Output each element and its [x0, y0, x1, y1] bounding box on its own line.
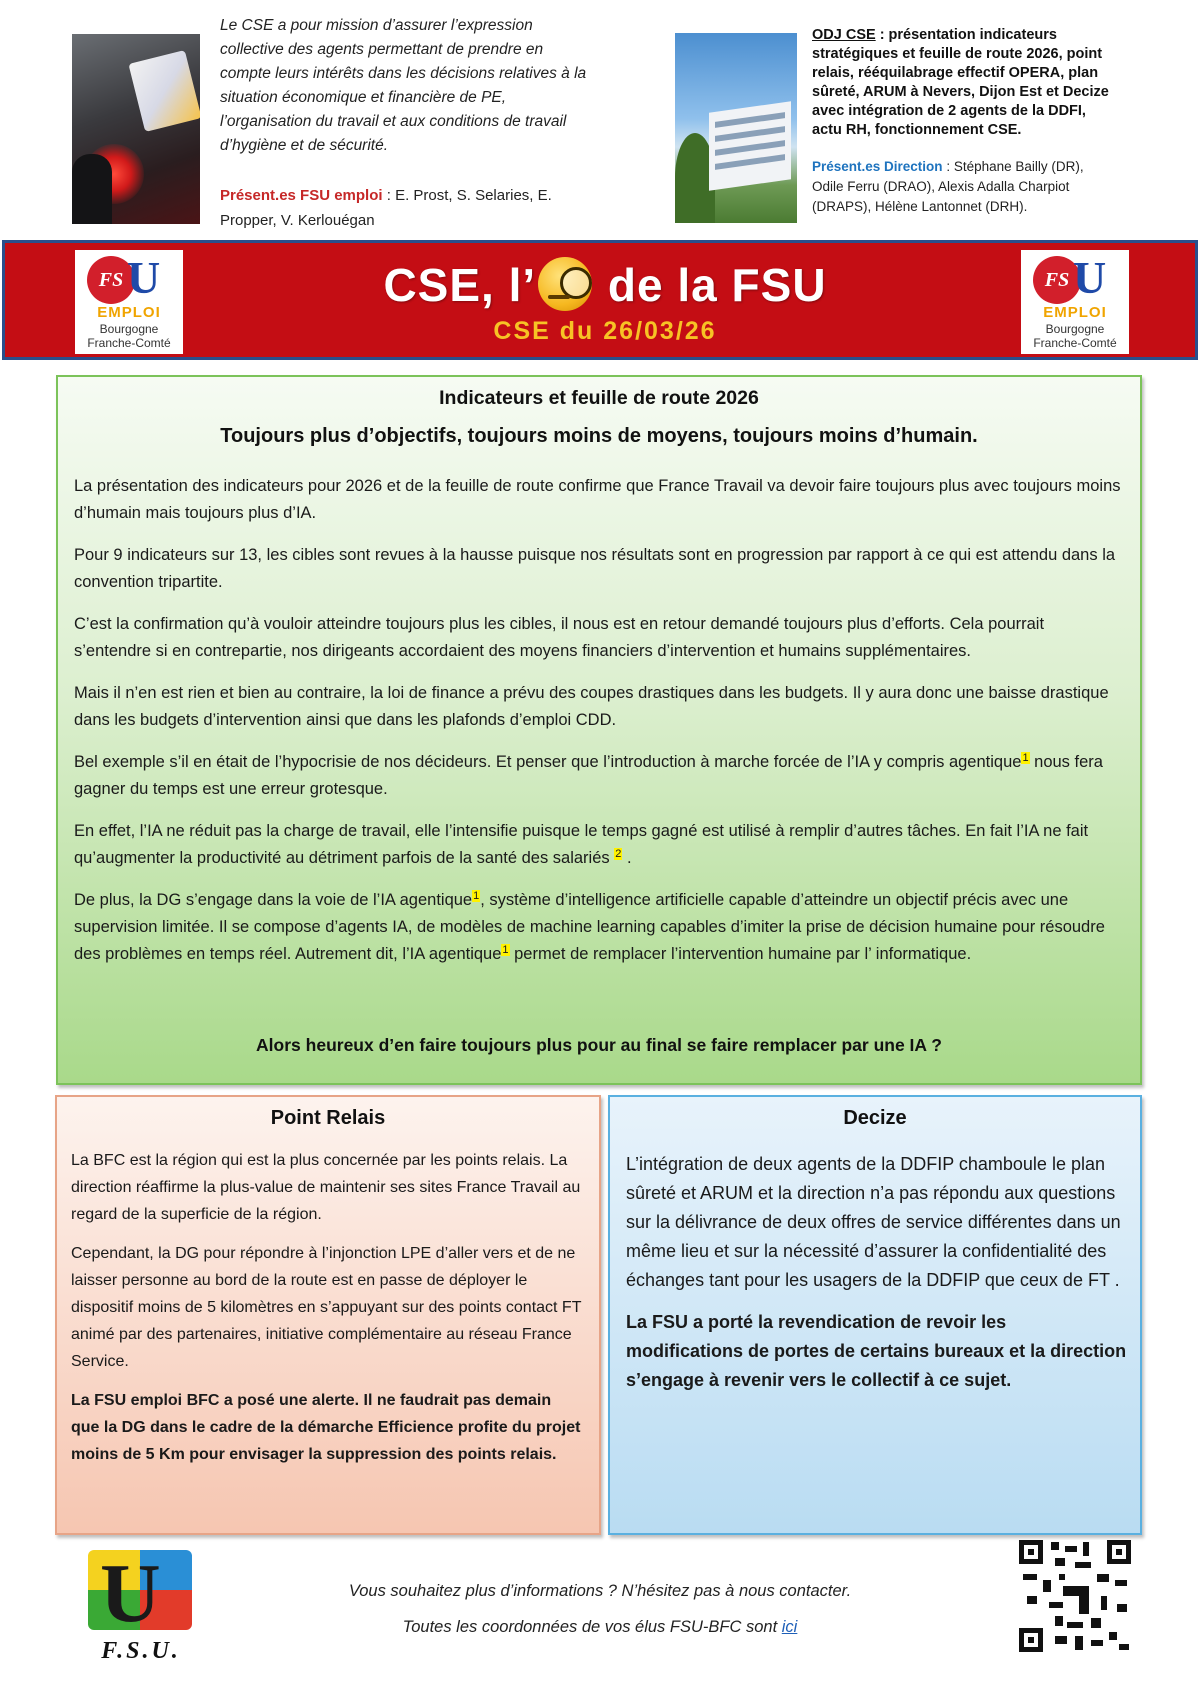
indicators-conclusion: Alors heureux d’en faire toujours plus pour au final se faire remplacer par une IA ?	[256, 1035, 942, 1055]
person-silhouette	[72, 154, 112, 224]
indicators-paragraph-6	[74, 818, 1124, 872]
decize-section	[608, 1095, 1142, 1535]
qr-finder	[1107, 1540, 1131, 1564]
banner-title-start: CSE, l’	[383, 259, 537, 311]
paragraph-7-text-b: , système d’intelligence artificielle capable d’atteindre un objectif précis avec une supervision limitée. Il se compose d’agents IA, de modèles de machine learning capables d’imiter la prise de décision humaine pour résoudre des problèmes en temps réel. Autrement dit, l’IA agentique	[74, 891, 1105, 963]
present-direction-line	[812, 157, 1112, 217]
title-banner	[2, 240, 1198, 360]
point-relais-title: Point Relais	[270, 1107, 386, 1129]
indicators-title: Indicateurs et feuille de route 2026	[439, 387, 759, 409]
fsu-logo	[82, 1547, 200, 1670]
present-fsu-names: : E. Prost, S. Selaries, E. Propper, V. Kerlouégan	[220, 187, 552, 229]
indicators-section	[56, 375, 1142, 1085]
indicators-subtitle: Toujours plus d’objectifs, toujours moins de moyens, toujours moins d’humain.	[220, 425, 978, 447]
logo-region-line-1: Bourgogne	[99, 322, 159, 336]
flag-shape	[128, 50, 200, 132]
banner-subtitle: CSE du 26/03/26	[493, 317, 717, 345]
point-relais-body	[71, 1147, 583, 1480]
indicators-paragraph-7	[74, 887, 1124, 968]
monocle-emoji-icon	[538, 257, 592, 311]
paragraph-5-text-a: Bel exemple s’il en était de l’hypocrisie de nos décideurs. Et penser que l’introduction à marche forcée de l’IA y compris agentique	[74, 753, 1022, 771]
footnote-ref-2[interactable]: 2	[615, 847, 622, 860]
protest-photo	[72, 34, 200, 224]
paragraph-5-text-b: nous fera gagner du temps est une erreur grotesque.	[74, 753, 1103, 798]
logo-emploi-text: EMPLOI	[1043, 304, 1107, 321]
odj-label: ODJ CSE	[812, 27, 876, 43]
paragraph-6-text-b: .	[622, 849, 632, 867]
fsu-emploi-logo-left	[75, 250, 183, 354]
decize-paragraph-1: L’intégration de deux agents de la DDFIP chamboule le plan sûreté et ARUM et la direction n’a pas répondu aux questions sur la délivrance de deux offres de service différentes dans un même lieu et sur la nécessité d’assurer la confidentialité des échanges tant pour les usagers de la DDFIP que ceux de FT .	[626, 1154, 1121, 1290]
point-relais-paragraph-2: Cependant, la DG pour répondre à l’injonction LPE d’aller vers et de ne laisser personne au bord de la route est en passe de déployer le dispositif moins de 5 kilomètres en s’appuyant sur des points contact FT animé par des partenaires, initiative complémentaire au réseau France Service.	[71, 1245, 582, 1370]
paragraph-7-text-c: permet de remplacer l’intervention humaine par l’ informatique.	[509, 945, 972, 963]
fsu-logo-mark	[1033, 252, 1119, 304]
point-relais-paragraph-1: La BFC est la région qui est la plus concernée par les points relais. La direction réaffirme la plus-value de maintenir ses sites France Travail au regard de la superficie de la région.	[71, 1152, 581, 1223]
logo-region-line-2: Franche-Comté	[1033, 336, 1117, 350]
indicators-paragraph-3: C’est la confirmation qu’à vouloir atteindre toujours plus les cibles, il nous est en retour demandé toujours plus d’efforts. Cela pourrait s’entendre si en contrepartie, nos dirigeants accordaient des moyens financiers d’intervention et humains supplémentaires.	[74, 615, 1045, 660]
footer-coordinates-link[interactable]: ici	[781, 1618, 798, 1636]
present-fsu-label: Présent.es FSU emploi	[220, 187, 383, 204]
fsu-logo-text: F.S.U.	[101, 1638, 181, 1664]
footer-contact-line: Vous souhaitez plus d’informations ? N’hésitez pas à nous contacter.	[348, 1582, 852, 1600]
banner-title	[305, 257, 905, 313]
indicators-paragraph-2: Pour 9 indicateurs sur 13, les cibles sont revues à la hausse puisque nos résultats sont en progression par rapport à ce qui est attendu dans la convention tripartite.	[74, 546, 1116, 591]
decize-demand: La FSU a porté la revendication de revoir les modifications de portes de certains bureaux et la direction s’engage à revenir vers le collectif à ce sujet.	[626, 1312, 1127, 1390]
footnote-ref-1[interactable]: 1	[473, 889, 480, 902]
indicators-paragraph-5	[74, 749, 1124, 803]
footer-coordinates-line	[300, 1618, 900, 1637]
qr-finder	[1019, 1540, 1043, 1564]
fsu-logo-mark	[87, 252, 173, 304]
point-relais-alert: La FSU emploi BFC a posé une alerte. Il ne faudrait pas demain que la DG dans le cadre de la démarche Efficience profite du projet moins de 5 Km pour envisager la suppression des points relais.	[71, 1392, 581, 1463]
present-fsu-line	[220, 183, 590, 233]
logo-fs-text: FS	[1033, 256, 1081, 304]
footer-coordinates-text: Toutes les coordonnées de vos élus FSU-BFC sont	[402, 1618, 782, 1636]
indicators-paragraph-1: La présentation des indicateurs pour 2026 et de la feuille de route confirme que France Travail va devoir faire toujours plus avec toujours moins d’humain mais toujours plus d’IA.	[74, 477, 1121, 522]
present-direction-label: Présent.es Direction	[812, 159, 943, 174]
odj-cse	[812, 26, 1112, 140]
paragraph-6-text-a: En effet, l’IA ne réduit pas la charge de travail, elle l’intensifie puisque le temps gagné est utilisé à remplir d’autres tâches. En fait l’IA ne fait qu’augmenter la productivité au détriment parfois de la santé des salariés	[74, 822, 1089, 867]
logo-u-text: U	[1073, 252, 1107, 303]
logo-u-text: U	[127, 252, 161, 303]
building-photo	[675, 33, 797, 223]
point-relais-section	[55, 1095, 601, 1535]
qr-finder	[1019, 1628, 1043, 1652]
logo-emploi-text: EMPLOI	[97, 304, 161, 321]
logo-region-line-1: Bourgogne	[1045, 322, 1105, 336]
paragraph-7-text-a: De plus, la DG s’engage dans la voie de l’IA agentique	[74, 891, 473, 909]
indicators-body	[74, 473, 1124, 983]
fsu-emploi-logo-right	[1021, 250, 1129, 354]
logo-region-text	[1021, 322, 1129, 350]
decize-title: Decize	[843, 1107, 907, 1129]
banner-title-end: de la FSU	[594, 259, 827, 311]
indicators-paragraph-4: Mais il n’en est rien et bien au contraire, la loi de finance a prévu des coupes drastiques dans les budgets. Il y aura donc une baisse drastique dans les budgets d’intervention ainsi que dans les plafonds d’emploi CDD.	[74, 684, 1109, 729]
footnote-ref-1[interactable]: 1	[502, 943, 509, 956]
logo-region-text	[75, 322, 183, 350]
logo-fs-text: FS	[87, 256, 135, 304]
fsu-logo-u: U	[100, 1547, 161, 1640]
qr-code-icon[interactable]	[1019, 1540, 1131, 1652]
footnote-ref-1[interactable]: 1	[1022, 751, 1029, 764]
odj-text: : présentation indicateurs stratégiques et feuille de route 2026, point relais, rééquilabrage effectif OPERA, plan sûreté, ARUM à Nevers, Dijon Est et Decize avec intégration de 2 agents de la DDFI, actu RH, fonctionnement CSE.	[812, 27, 1109, 138]
cse-mission-text: Le CSE a pour mission d’assurer l’expression collective des agents permettant de prendre en compte leurs intérêts dans les décisions relatives à la situation économique et financière de PE, l’organisation du travail et aux conditions de travail d’hygiène et de sécurité.	[220, 17, 587, 154]
decize-body	[626, 1150, 1128, 1408]
logo-region-line-2: Franche-Comté	[87, 336, 171, 350]
present-direction-names: : Stéphane Bailly (DR), Odile Ferru (DRAO), Alexis Adalla Charpiot (DRAPS), Hélène Lantonnet (DRH).	[812, 159, 1084, 214]
